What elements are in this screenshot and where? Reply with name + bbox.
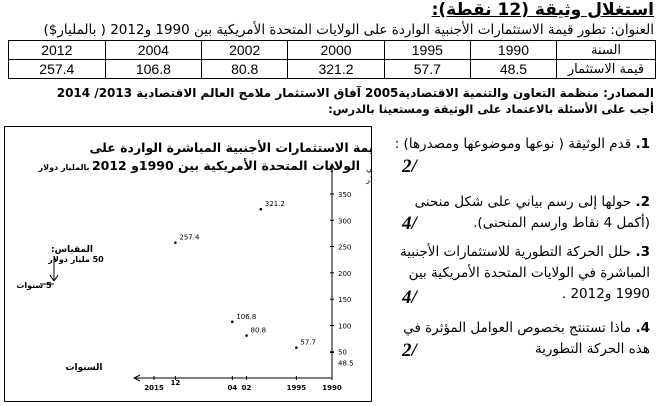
question-text: حلل الحركة التطورية للاستثمارات الأجنبية المباشرة في الولايات المتحدة الأمريكية بين 1990 و2012 . (399, 244, 650, 302)
y-tick-label: 300 (338, 217, 352, 226)
y-tick-label: 48.5 (338, 359, 354, 368)
x-tick-label: 1990 (322, 384, 342, 392)
question-mark: 4/ (402, 287, 417, 308)
x-tick-label: 02 (241, 384, 252, 392)
question-3 (388, 242, 650, 305)
row-label-value: قيمة الاستثمار (557, 60, 656, 79)
instructions: أجب على الأسئلة بالاعتماد على الوثيقة ومستعينا بالدرس: (328, 102, 654, 116)
x-tick-label: 1995 (286, 384, 307, 392)
y-axis-label-line1: ي (366, 164, 372, 173)
year-cell: 2004 (105, 41, 202, 60)
data-point (295, 346, 298, 349)
chart-frame (4, 126, 372, 402)
x-tick-label: 2015 (144, 384, 164, 392)
x-tick-label: 04 (227, 384, 238, 392)
data-point-label: 57.7 (300, 338, 316, 347)
chart-svg (4, 126, 372, 402)
y-tick-label: 350 (338, 191, 352, 199)
y-tick-label: 150 (338, 296, 352, 305)
data-table (8, 40, 656, 79)
question-text: حولها إلى رسم بياني على شكل منحنى (أكمل 4 نقاط وارسم المنحنى). (414, 194, 650, 231)
question-mark: 2/ (402, 156, 417, 177)
year-cell: 2002 (202, 41, 288, 60)
question-mark: 4/ (402, 213, 417, 234)
chart-title-unit: بالمليار دولار (38, 163, 90, 172)
scale-title: المقياس: (50, 245, 94, 255)
question-text: ماذا تستنتج بخصوص العوامل المؤثرة في هذه الحركة التطورية (403, 320, 650, 357)
data-point-label: 106.8 (236, 312, 257, 321)
question-number: 1. (635, 136, 650, 152)
value-cell: 106.8 (105, 60, 202, 79)
value-cell: 57.7 (384, 60, 470, 79)
question-text: قدم الوثيقة ( نوعها وموضوعها ومصدرها) : (394, 136, 632, 152)
question-1 (388, 134, 650, 155)
document-subject: العنوان: تطور قيمة الاستثمارات الأجنبية الواردة على الولايات المتحدة الأمريكية بين 1990 و2012 ( بالمليار$) (43, 22, 654, 38)
data-point-label: 257.4 (179, 233, 200, 242)
y-tick-label: 50 (338, 348, 347, 357)
table-row-years (9, 41, 656, 60)
x-axis-label: السنوات (65, 363, 103, 373)
data-point (231, 321, 234, 324)
x-tick-label: 12 (170, 379, 181, 387)
value-cell: 48.5 (470, 60, 556, 79)
y-axis-label-line2: ار (366, 175, 372, 184)
row-label-year: السنة (557, 41, 656, 60)
chart-title-line2: الولايات المتحدة الأمريكية بين 1990و 2012 (91, 158, 361, 173)
y-tick-label: 200 (338, 269, 352, 278)
data-point (260, 208, 263, 211)
question-2 (388, 192, 650, 234)
source-line: المصادر: منظمة التعاون والتنمية الاقتصادية2005 آفاق الاستثمار ملامح العالم الاقتصادية 2013/ 2014 (56, 86, 654, 100)
y-tick-label: 250 (338, 243, 352, 252)
y-tick-label: 100 (338, 322, 352, 331)
data-point (174, 241, 177, 244)
table-row-values (9, 60, 656, 79)
question-number: 3. (635, 244, 650, 260)
chart-title-line1: مة الاستثمارات الأجنبية المباشرة الواردة على (89, 140, 369, 155)
data-point-label: 321.2 (264, 200, 285, 209)
data-point-label: 80.8 (250, 326, 267, 335)
value-cell: 257.4 (9, 60, 106, 79)
question-mark: 2/ (402, 340, 417, 361)
value-cell: 321.2 (288, 60, 385, 79)
data-point (245, 334, 248, 337)
question-number: 4. (635, 320, 650, 336)
question-number: 2. (635, 194, 650, 210)
scale-y-label: 50 مليار دولار (48, 255, 104, 264)
year-cell: 2012 (9, 41, 106, 60)
exercise-title: استغلال وثيقة (12 نقطة): (431, 0, 654, 20)
value-cell: 80.8 (202, 60, 288, 79)
scale-x-label: 5 سنوات (16, 281, 52, 290)
year-cell: 1995 (384, 41, 470, 60)
year-cell: 2000 (288, 41, 385, 60)
question-4 (388, 318, 650, 360)
year-cell: 1990 (470, 41, 556, 60)
